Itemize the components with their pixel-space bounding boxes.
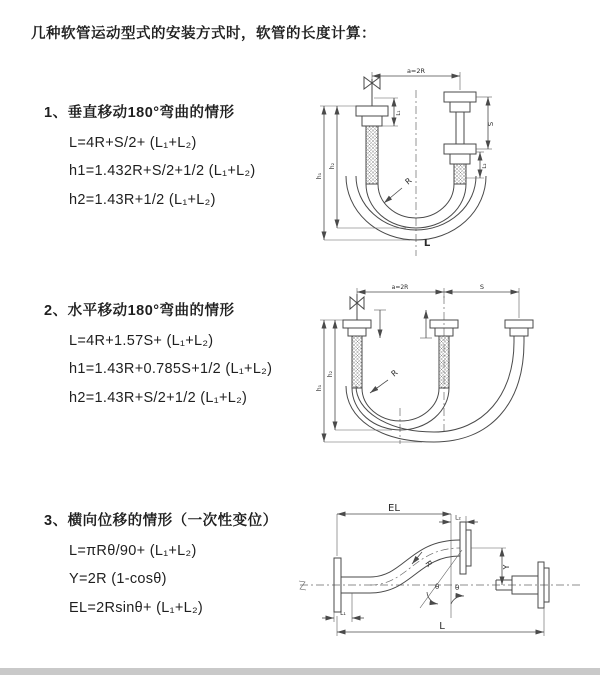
page-title: 几种软管运动型式的安装方式时，软管的长度计算： <box>31 26 376 42</box>
section-1-heading: 1、垂直移动180°弯曲的情形 <box>44 105 235 121</box>
small-dimension-arrows <box>374 310 432 338</box>
braided-hose <box>366 126 378 184</box>
radius-callout <box>370 368 400 393</box>
valve-icon <box>364 77 372 89</box>
flange <box>450 154 470 164</box>
dim-a-label: a=2R <box>391 284 409 291</box>
radius-label: R <box>389 368 400 379</box>
dimension-y <box>471 548 511 585</box>
hose-u-bend <box>346 342 524 442</box>
flange <box>348 328 366 336</box>
radius-callout <box>384 176 414 203</box>
dimension-a-2r <box>372 67 460 90</box>
section-1 <box>44 101 256 208</box>
flange <box>444 92 476 102</box>
flange <box>444 144 476 154</box>
angle-theta-label: θ <box>455 584 460 592</box>
dim-h2-label: h₂ <box>327 370 334 378</box>
formula: h1=1.432R+S/2+1/2 (L₁+L₂) <box>69 163 256 179</box>
diagram-lateral-displacement <box>292 500 587 650</box>
dim-l1-label: L₁ <box>396 110 402 116</box>
dimension-h1-h2 <box>316 320 422 442</box>
dimension-l2 <box>439 515 478 523</box>
formula: EL=2Rsinθ+ (L₁+L₂) <box>69 599 204 616</box>
left-pipe <box>356 77 388 184</box>
flange <box>450 102 470 112</box>
dim-y-label: Y <box>502 564 511 570</box>
dim-a-label: a=2R <box>406 67 426 75</box>
formula: Y=2R (1-cosθ) <box>69 571 167 587</box>
dim-l-label: L <box>439 621 445 632</box>
flange <box>460 522 466 574</box>
flange <box>505 320 533 328</box>
dim-h1-label: h₁ <box>316 384 323 392</box>
flange <box>356 106 388 116</box>
dim-l2-label: L₂ <box>455 514 461 522</box>
dim-h2-label: h₂ <box>329 162 336 170</box>
diagram-horizontal-180-bend <box>312 282 597 452</box>
radius-label: R <box>403 176 414 187</box>
raised-flange <box>460 522 471 574</box>
break-mark <box>299 581 306 590</box>
dim-l-label: L <box>423 238 431 249</box>
formula: L=4R+S/2+ (L₁+L₂) <box>69 134 197 151</box>
formula: L=πRθ/90+ (L₁+L₂) <box>69 542 197 559</box>
flange <box>466 530 471 566</box>
braided-hose <box>352 336 362 388</box>
valve-icon <box>357 297 364 309</box>
dimension-l1 <box>322 593 364 622</box>
flange <box>510 328 528 336</box>
right-pipe <box>444 92 476 184</box>
dim-s-label: S <box>479 283 485 291</box>
section-3 <box>44 509 278 616</box>
dimension-l <box>337 608 544 636</box>
dimension-a-and-s <box>357 283 519 318</box>
formula: h2=1.43R+S/2+1/2 (L₁+L₂) <box>69 389 248 406</box>
valve-icon <box>350 297 357 309</box>
diagram-vertical-180-bend <box>310 64 550 262</box>
dimension-el <box>337 503 451 618</box>
flange <box>343 320 371 328</box>
dim-h1-label: h₁ <box>316 172 323 180</box>
braided-hose <box>439 336 449 388</box>
braided-hose <box>454 164 466 184</box>
angle-theta-label: θ <box>435 583 440 591</box>
dim-s-label: S <box>487 121 495 127</box>
formula: L=4R+1.57S+ (L₁+L₂) <box>69 332 214 349</box>
section-3-heading: 3、横向位移的情形（一次性变位） <box>44 513 278 529</box>
dim-l2-label: L₂ <box>482 163 488 169</box>
section-2 <box>44 299 272 406</box>
left-pipe <box>343 294 371 388</box>
section-2-heading: 2、水平移动180°弯曲的情形 <box>44 303 235 319</box>
flange <box>362 116 382 126</box>
formula: h2=1.43R+1/2 (L₁+L₂) <box>69 191 216 208</box>
dim-l1-label: L₁ <box>340 610 346 617</box>
valve-icon <box>372 77 380 89</box>
dim-el-label: EL <box>388 503 400 514</box>
formula: h1=1.43R+0.785S+1/2 (L₁+L₂) <box>69 361 273 377</box>
right-pipe-moved-position <box>505 320 533 342</box>
radius-label: R <box>423 558 434 569</box>
page-bottom-edge <box>0 668 600 675</box>
